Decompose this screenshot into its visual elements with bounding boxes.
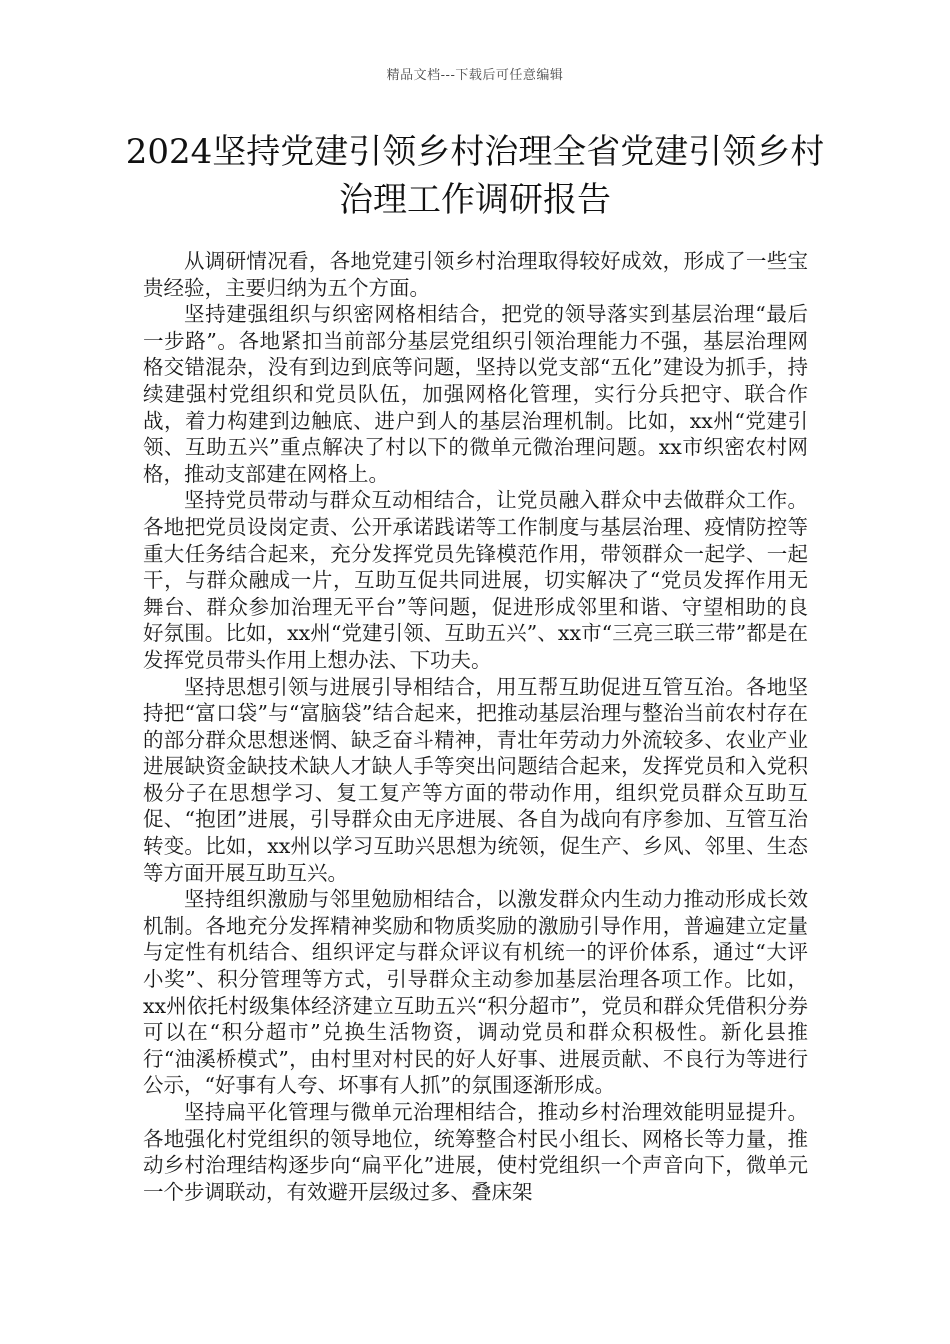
body-paragraph-party-member-mass: 坚持党员带动与群众互动相结合，让党员融入群众中去做群众工作。各地把党员设岗定责、公开承诺践诺等工作制度与基层治理、疫情防控等重大任务结合起来，充分发挥党员先锋模范作用，带领群众一起学、一起干，与群众融成一片，互助互促共同进展，切实解决了“党员发挥作用无舞台、群众参加治理无平台”等问题，促进形成邻里和谐、守望相助的良好氛围。比如，xx州“党建引领、互助五兴”、xx市“三亮三联三带”都是在发挥党员带头作用上想办法、下功夫。: [143, 488, 808, 672]
body-paragraph-flat-management: 坚持扁平化管理与微单元治理相结合，推动乡村治理效能明显提升。各地强化村党组织的领导地位，统筹整合村民小组长、网格长等力量，推动乡村治理结构逐步向“扁平化”进展，使村党组织一个声音向下，微单元一个步调联动，有效避开层级过多、叠床架: [143, 1100, 808, 1204]
document-body: [143, 248, 808, 1205]
header-note: 精品文档---下载后可任意编辑: [386, 68, 564, 83]
body-paragraph-intro: 从调研情况看，各地党建引领乡村治理取得较好成效，形成了一些宝贵经验，主要归纳为五个方面。: [143, 249, 808, 300]
body-paragraph-organization-grid: 坚持建强组织与织密网格相结合，把党的领导落实到基层治理“最后一步路”。各地紧扣当前部分基层党组织引领治理能力不强，基层治理网格交错混杂，没有到边到底等问题，坚持以党支部“五化”建设为抓手，持续建强村党组织和党员队伍，加强网格化管理，实行分兵把守、联合作战，着力构建到边触底、进户到人的基层治理机制。比如，xx州“党建引领、互助五兴”重点解决了村以下的微单元微治理问题。xx市织密农村网格，推动支部建在网格上。: [143, 302, 808, 486]
body-paragraph-ideological-guidance: 坚持思想引领与进展引导相结合，用互帮互助促进互管互治。各地坚持把“富口袋”与“富脑袋”结合起来，把推动基层治理与整治当前农村存在的部分群众思想迷惘、缺乏奋斗精神，青壮年劳动力外流较多、农业产业进展缺资金缺技术缺人才缺人手等突出问题结合起来，发挥党员和入党积极分子在思想学习、复工复产等方面的带动作用，组织党员群众互助互促、“抱团”进展，引导群众由无序进展、各自为战向有序参加、互管互治转变。比如，xx州以学习互助兴思想为统领，促生产、乡风、邻里、生态等方面开展互助互兴。: [143, 674, 808, 885]
document-title: 2024坚持党建引领乡村治理全省党建引领乡村治理工作调研报告: [125, 132, 825, 220]
body-paragraph-incentive: 坚持组织激励与邻里勉励相结合，以激发群众内生动力推动形成长效机制。各地充分发挥精神奖励和物质奖励的激励引导作用，普遍建立定量与定性有机结合、组织评定与群众评议有机统一的评价体系，通过“大评小奖”、积分管理等方式，引导群众主动参加基层治理各项工作。比如，xx州依托村级集体经济建立互助五兴“积分超市”，党员和群众凭借积分券可以在“积分超市”兑换生活物资，调动党员和群众积极性。新化县推行“油溪桥模式”，由村里对村民的好人好事、进展贡献、不良行为等进行公示，“好事有人夸、坏事有人抓”的氛围逐渐形成。: [143, 887, 808, 1098]
